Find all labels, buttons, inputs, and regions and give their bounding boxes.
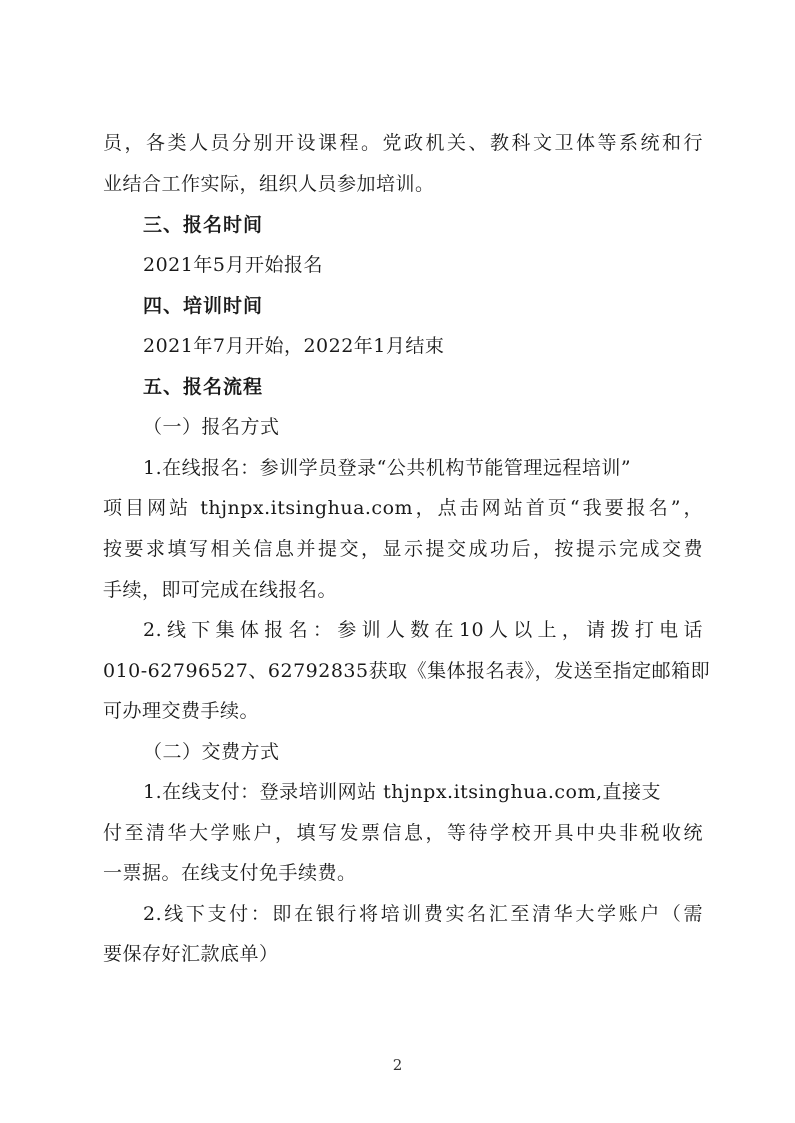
body-line: 2021年5月开始报名	[143, 254, 323, 276]
page-number: 2	[392, 1056, 403, 1074]
body-line: 1.在线报名：参训学员登录“公共机构节能管理远程培训”	[143, 457, 632, 479]
body-line: 按要求填写相关信息并提交，显示提交成功后，按提示完成交费	[103, 538, 703, 560]
body-line: 2.线下支付：即在银行将培训费实名汇至清华大学账户（需	[143, 903, 703, 925]
body-line: 可办理交费手续。	[103, 700, 260, 722]
body-line: 010-62796527、62792835获取《集体报名表》，发送至指定邮箱即	[103, 660, 711, 682]
body-line: 项目网站 thjnpx.itsinghua.com，点击网站首页“我要报名”，	[103, 497, 703, 519]
subsection-heading: （二）交费方式	[143, 741, 280, 763]
body-line: 手续，即可完成在线报名。	[103, 579, 338, 601]
section-heading: 五、报名流程	[143, 376, 264, 398]
subsection-heading: （一）报名方式	[143, 416, 280, 438]
body-line: 一票据。在线支付免手续费。	[103, 862, 357, 884]
section-heading: 三、报名时间	[143, 214, 264, 236]
body-line: 要保存好汇款底单）	[103, 943, 279, 965]
body-line: 付至清华大学账户，填写发票信息，等待学校开具中央非税收统	[103, 822, 703, 844]
body-line: 员，各类人员分别开设课程。党政机关、教科文卫体等系统和行	[103, 132, 703, 154]
body-line: 业结合工作实际，组织人员参加培训。	[103, 173, 435, 195]
body-line: 1.在线支付：登录培训网站 thjnpx.itsinghua.com,直接支	[143, 781, 662, 803]
section-heading: 四、培训时间	[143, 295, 264, 317]
body-line: 2.线下集体报名：参训人数在10人以上，请拨打电话	[143, 619, 703, 641]
body-line: 2021年7月开始，2022年1月结束	[143, 335, 445, 357]
